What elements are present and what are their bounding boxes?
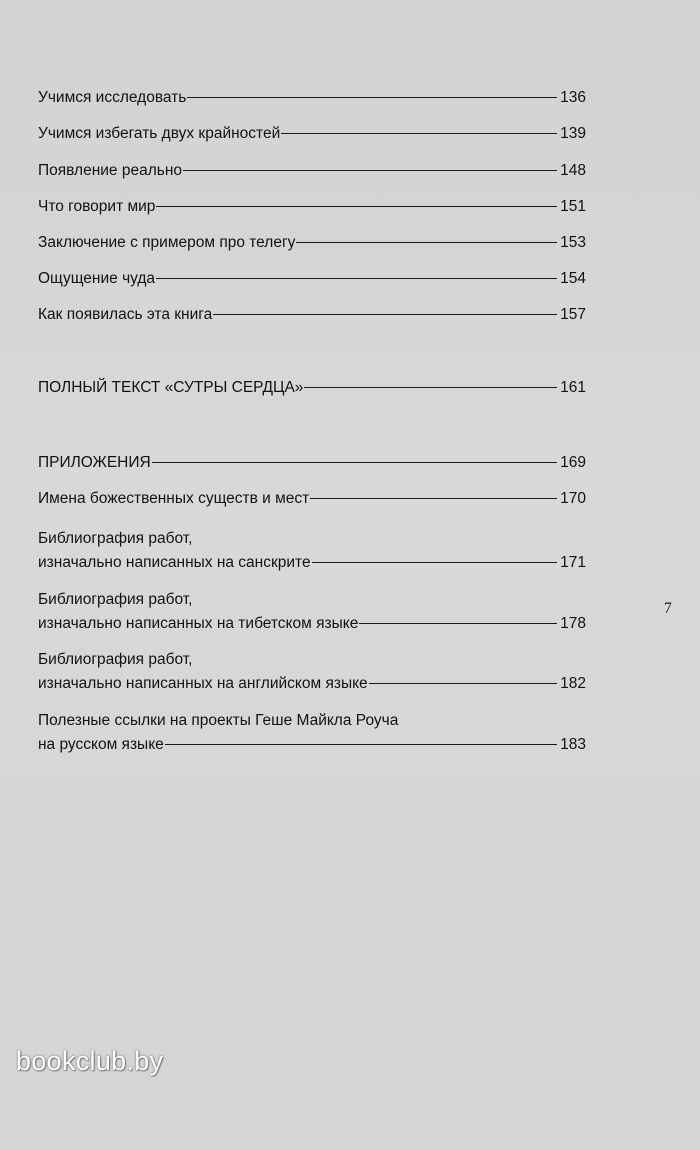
toc-entry-title: Заключение с примером про телегу (38, 234, 296, 251)
toc-entry-page: 169 (560, 454, 586, 471)
toc-entry (38, 709, 586, 757)
toc-entry-title: на русском языке (38, 736, 164, 753)
toc-entry-title: Учимся исследовать (38, 89, 187, 106)
page-number: 7 (664, 600, 672, 617)
toc-entry (38, 303, 586, 327)
toc-entry-title: Что говорит мир (38, 198, 156, 215)
dot-leader (359, 623, 557, 624)
toc-section-title: ПРИЛОЖЕНИЯ (38, 454, 151, 471)
toc-entry-page: 154 (560, 270, 586, 287)
dot-leader (310, 498, 557, 499)
toc-entry-title: Имена божественных существ и мест (38, 490, 310, 507)
toc-entry (38, 122, 586, 146)
toc-entry-page: 148 (560, 162, 586, 179)
dot-leader (165, 744, 557, 745)
toc-entry-page: 182 (560, 675, 586, 692)
toc-entry-page: 178 (560, 615, 586, 632)
toc-entry (38, 159, 586, 183)
toc-section-entry (38, 376, 586, 400)
toc-entry-title: Появление реально (38, 162, 183, 179)
toc-entry-title: Как появилась эта книга (38, 306, 213, 323)
dot-leader (156, 278, 557, 279)
toc-entry-title-line1: Библиография работ, (38, 651, 193, 668)
dot-leader (152, 462, 557, 463)
toc-entry (38, 267, 586, 291)
toc-entry (38, 487, 586, 511)
toc-entry (38, 588, 586, 636)
dot-leader (183, 170, 557, 171)
toc-entry (38, 86, 586, 110)
toc-entry-page: 139 (560, 125, 586, 142)
toc-section-entry (38, 451, 586, 475)
dot-leader (187, 97, 557, 98)
toc-entry-page: 151 (560, 198, 586, 215)
dot-leader (369, 683, 557, 684)
toc-entry-title-line1: Библиография работ, (38, 530, 193, 547)
toc-entry-title: изначально написанных на санскрите (38, 554, 311, 571)
toc-entry-title: Учимся избегать двух крайностей (38, 125, 281, 142)
toc-entry-title-line1: Полезные ссылки на проекты Геше Майкла Роуча (38, 712, 399, 729)
dot-leader (296, 242, 557, 243)
dot-leader (213, 314, 557, 315)
toc-entry (38, 195, 586, 219)
toc-entry-page: 171 (560, 554, 586, 571)
toc-section-title: ПОЛНЫЙ ТЕКСТ «СУТРЫ СЕРДЦА» (38, 379, 304, 396)
toc-entry (38, 527, 586, 575)
toc-entry (38, 231, 586, 255)
toc-entry-page: 153 (560, 234, 586, 251)
toc-entry-page: 183 (560, 736, 586, 753)
dot-leader (312, 562, 557, 563)
toc-entry-title: изначально написанных на английском языке (38, 675, 368, 692)
toc-entry-title: Ощущение чуда (38, 270, 156, 287)
watermark: bookclub.by (16, 1046, 164, 1076)
toc-entry-page: 170 (560, 490, 586, 507)
toc-entry-title-line1: Библиография работ, (38, 591, 193, 608)
dot-leader (156, 206, 557, 207)
toc-entry-page: 157 (560, 306, 586, 323)
dot-leader (281, 133, 557, 134)
dot-leader (304, 387, 557, 388)
toc-entry-page: 161 (560, 379, 586, 396)
toc-entry-page: 136 (560, 89, 586, 106)
toc-entry-title: изначально написанных на тибетском языке (38, 615, 359, 632)
toc-entry (38, 648, 586, 696)
